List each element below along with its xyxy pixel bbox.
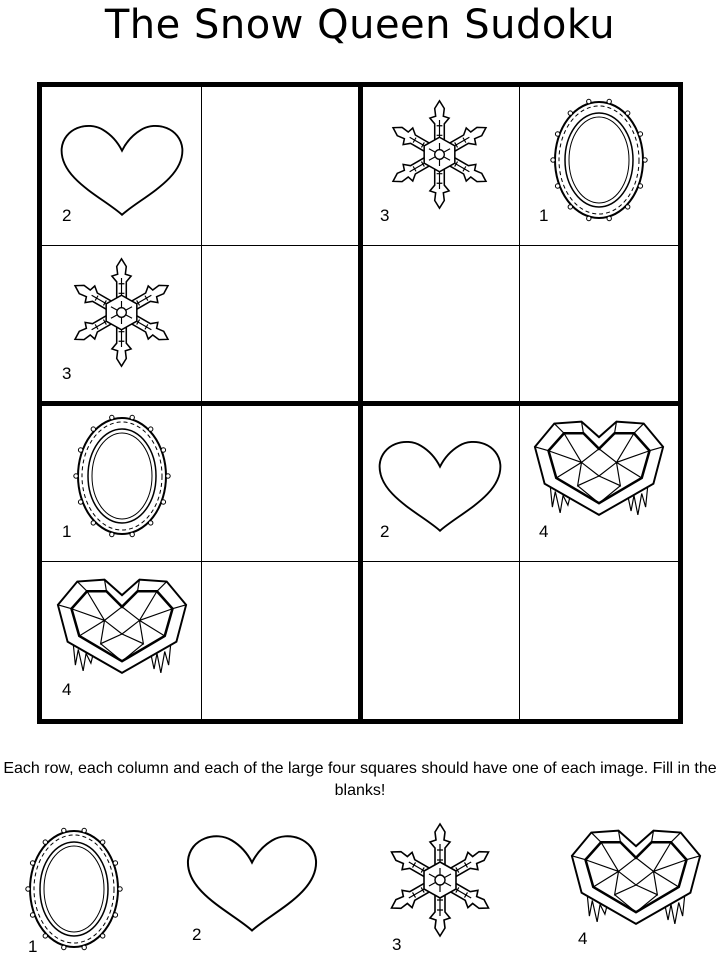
sudoku-cell bbox=[42, 87, 201, 245]
sudoku-cell[interactable] bbox=[201, 403, 360, 561]
sudoku-cell bbox=[42, 245, 201, 403]
sudoku-cell bbox=[519, 403, 678, 561]
key-number: 4 bbox=[578, 929, 588, 948]
snowflake-icon bbox=[382, 97, 497, 212]
sudoku-cell[interactable] bbox=[201, 87, 360, 245]
cell-number: 3 bbox=[380, 206, 390, 225]
key-number: 1 bbox=[28, 937, 38, 956]
box-divider-horizontal bbox=[42, 401, 678, 406]
snowflake-icon bbox=[64, 255, 179, 370]
page-title: The Snow Queen Sudoku bbox=[104, 2, 616, 48]
mirror-icon bbox=[24, 824, 124, 954]
cell-number: 2 bbox=[62, 206, 72, 225]
heart-icon bbox=[182, 830, 322, 935]
sudoku-cell[interactable] bbox=[201, 245, 360, 403]
mirror-icon bbox=[72, 411, 172, 541]
snowflake-icon bbox=[380, 820, 500, 940]
ice-heart-icon bbox=[531, 417, 667, 535]
cell-number: 1 bbox=[62, 522, 72, 541]
sudoku-cell[interactable] bbox=[360, 561, 519, 719]
sudoku-cell bbox=[42, 561, 201, 719]
grid-line-horizontal bbox=[42, 561, 678, 562]
key-item bbox=[172, 820, 322, 970]
heart-icon bbox=[374, 433, 506, 541]
grid-line-vertical bbox=[519, 87, 520, 719]
sudoku-board bbox=[37, 82, 683, 724]
key-number: 3 bbox=[392, 935, 402, 954]
cell-number: 1 bbox=[539, 206, 549, 225]
cell-number: 3 bbox=[62, 364, 72, 383]
sudoku-cell[interactable] bbox=[360, 245, 519, 403]
heart-icon bbox=[56, 117, 188, 225]
sudoku-cell[interactable] bbox=[519, 561, 678, 719]
ice-heart-icon bbox=[54, 575, 190, 693]
key-item bbox=[10, 820, 160, 970]
sudoku-cell[interactable] bbox=[201, 561, 360, 719]
sudoku-cell bbox=[360, 403, 519, 561]
key-item bbox=[370, 820, 520, 970]
instructions-text: Each row, each column and each of the large four squares should have one of each image. Fill in the blanks! bbox=[3, 760, 717, 799]
key-number: 2 bbox=[192, 925, 202, 944]
cell-number: 4 bbox=[539, 522, 549, 541]
sudoku-cell bbox=[42, 403, 201, 561]
sudoku-cell bbox=[519, 87, 678, 245]
key-item bbox=[560, 820, 710, 970]
cell-number: 4 bbox=[62, 680, 72, 699]
cell-number: 2 bbox=[380, 522, 390, 541]
sudoku-cell bbox=[360, 87, 519, 245]
ice-heart-icon bbox=[568, 826, 704, 944]
sudoku-cell[interactable] bbox=[519, 245, 678, 403]
mirror-icon bbox=[549, 95, 649, 225]
